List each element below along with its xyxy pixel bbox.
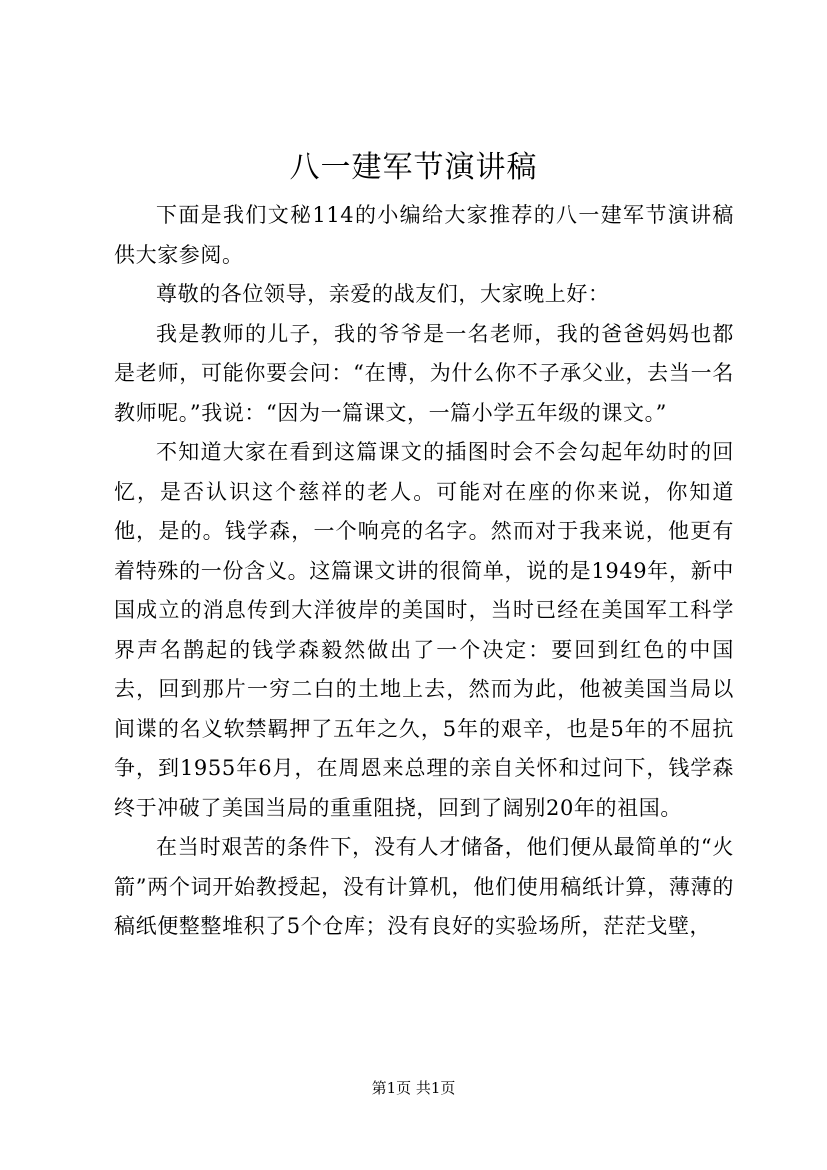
paragraph-hard-conditions: 在当时艰苦的条件下，没有人才储备，他们便从最简单的“火箭”两个词开始教授起，没有计算机，他们使用稿纸计算，薄薄的稿纸便整整堆积了5个仓库；没有良好的实验场所，茫茫戈壁， — [114, 835, 734, 938]
document-title: 八一建军节演讲稿 — [289, 150, 538, 185]
paragraph-teacher-son: 我是教师的儿子，我的爷爷是一名老师，我的爸爸妈妈也都是老师，可能你要会问：“在博，为什么你不子承父业，去当一名教师呢。”我说：“因为一篇课文，一篇小学五年级的课文。” — [114, 321, 734, 425]
document-body — [114, 196, 734, 947]
page-footer: 第1页 共1页 — [371, 1079, 456, 1097]
paragraph-intro: 下面是我们文秘114的小编给大家推荐的八一建军节演讲稿供大家参阅。 — [114, 203, 734, 267]
paragraph-greeting: 尊敬的各位领导，亲爱的战友们，大家晚上好： — [156, 282, 610, 306]
paragraph-qian-xuesen: 不知道大家在看到这篇课文的插图时会不会勾起年幼时的回忆，是否认识这个慈祥的老人。可能对在座的你来说，你知道他，是的。钱学森，一个响亮的名字。然而对于我来说，他更有着特殊的一份含义。这篇课文讲的很简单，说的是1949年，新中国成立的消息传到大洋彼岸的美国时，当时已经在美国军工科学界声名鹊起的钱学森毅然做出了一个决定：要回到红色的中国去，回到那片一穷二白的土地上去，然而为此，他被美国当局以间谍的名义软禁羁押了五年之久，5年的艰辛，也是5年的不屈抗争，到1955年6月，在周恩来总理的亲自关怀和过问下，钱学森终于冲破了美国当局的重重阻挠，回到了阔别20年的祖国。 — [114, 440, 734, 820]
